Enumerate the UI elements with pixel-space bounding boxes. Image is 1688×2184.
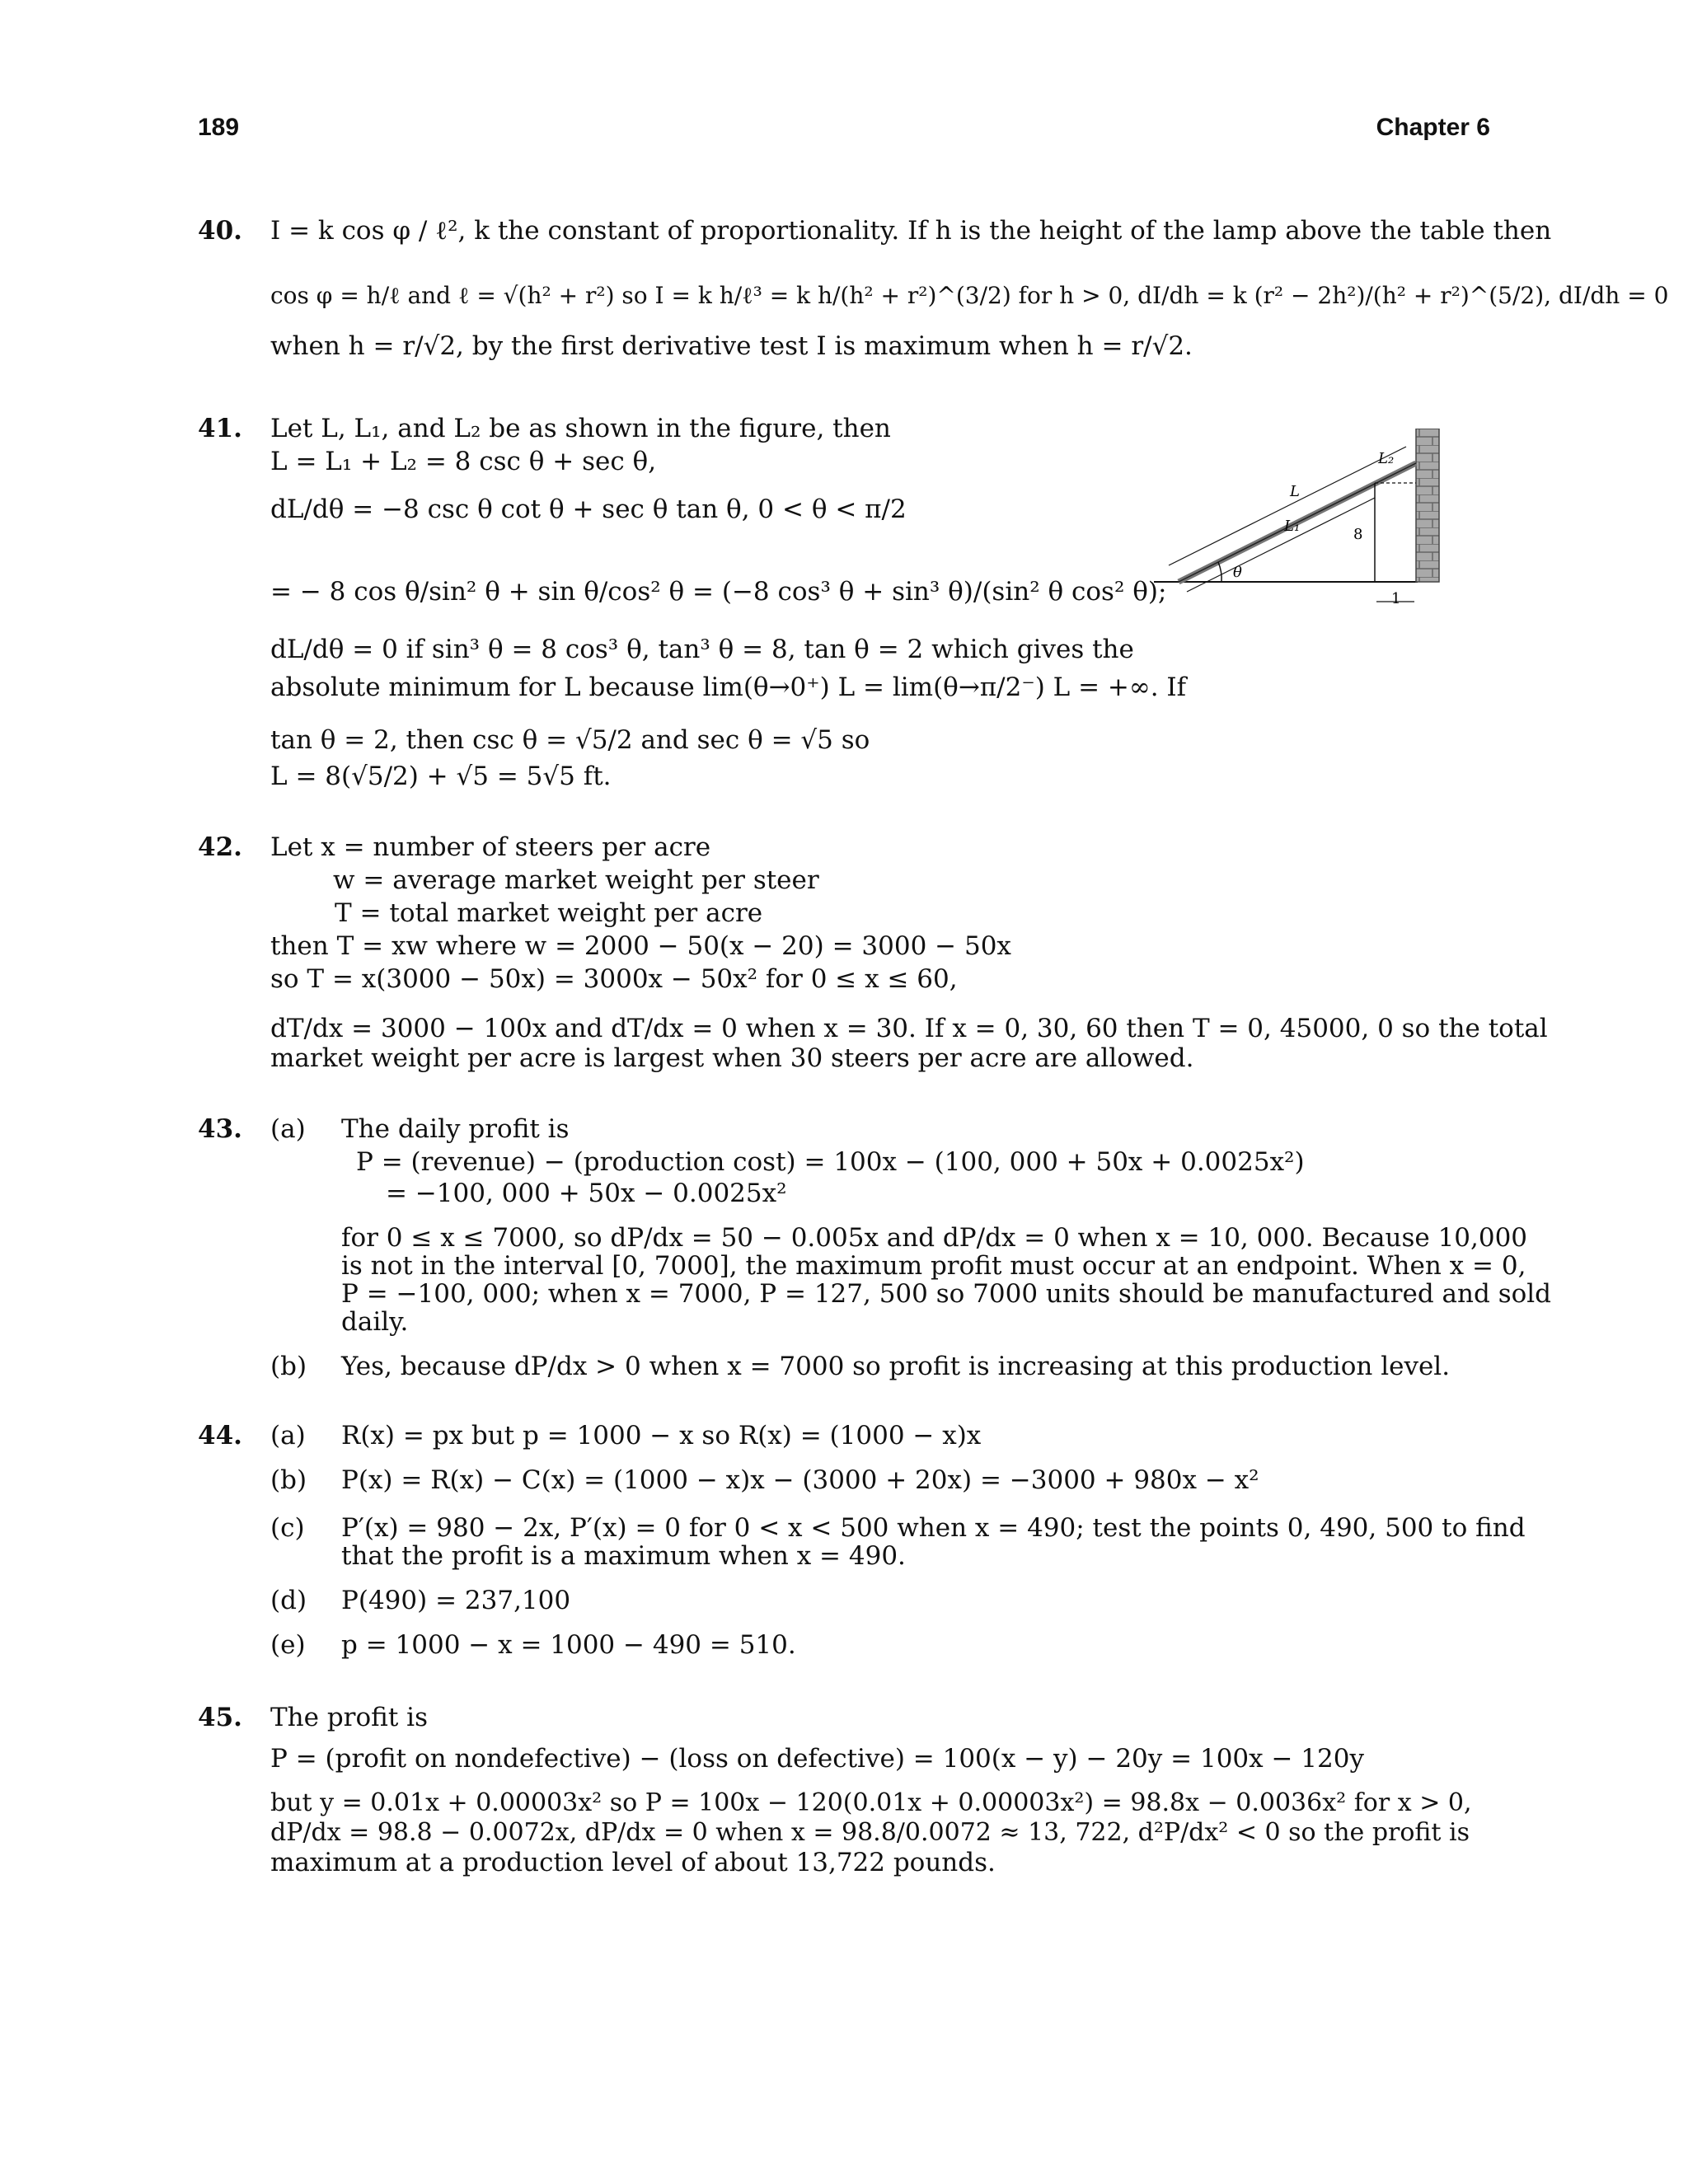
p43-line-4: for 0 ≤ x ≤ 7000, so dP/dx = 50 − 0.005x and dP/dx = 0 when x = 10, 000. Because 10,000 (341, 1223, 1528, 1253)
label-L: L (1290, 483, 1300, 500)
p44-label-c: (c) (270, 1513, 305, 1543)
label-1: 1 (1391, 590, 1401, 607)
p40-line-2: cos φ = h/ℓ and ℓ = √(h² + r²) so I = k h/ℓ³ = k h/(h² + r²)^(3/2) for h > 0, dI/dh = k (r² − 2h²)/(h² + r²)^(5/2), dI/dh = 0 (270, 282, 1669, 309)
p41-line-5: dL/dθ = 0 if sin³ θ = 8 cos³ θ, tan³ θ = 8, tan θ = 2 which gives the (270, 635, 1134, 664)
problem-44-number: 44. (198, 1421, 242, 1451)
p40-line-1: I = k cos φ / ℓ², k the constant of proportionality. If h is the height of the lamp above the table then (270, 216, 1552, 246)
L-dimension-line (1169, 447, 1406, 565)
p42-line-6: dT/dx = 3000 − 100x and dT/dx = 0 when x = 30. If x = 0, 30, 60 then T = 0, 45000, 0 so the total (270, 1014, 1548, 1043)
label-L1: L₁ (1284, 518, 1301, 535)
problem-45-number: 45. (198, 1703, 242, 1732)
p44-line-b: P(x) = R(x) − C(x) = (1000 − x)x − (3000 + 20x) = −3000 + 980x − x² (341, 1465, 1259, 1495)
p45-line-3: but y = 0.01x + 0.00003x² so P = 100x − 120(0.01x + 0.00003x²) = 98.8x − 0.0036x² for x > 0, (270, 1788, 1472, 1817)
p41-line-3: dL/dθ = −8 csc θ cot θ + sec θ tan θ, 0 < θ < π/2 (270, 494, 907, 524)
p41-line-2: L = L₁ + L₂ = 8 csc θ + sec θ, (270, 447, 657, 476)
problem-40-number: 40. (198, 216, 242, 246)
p44-label-d: (d) (270, 1586, 307, 1615)
p42-line-4: then T = xw where w = 2000 − 50(x − 20) = 3000 − 50x (270, 931, 1011, 961)
p44-label-b: (b) (270, 1465, 307, 1495)
p41-line-1: Let L, L₁, and L₂ be as shown in the figure, then (270, 414, 891, 443)
ladder-wall-figure (1154, 429, 1467, 618)
page-number: 189 (198, 114, 240, 141)
p42-line-1: Let x = number of steers per acre (270, 832, 711, 862)
problem-43-number: 43. (198, 1114, 242, 1144)
p42-line-2: w = average market weight per steer (333, 865, 819, 895)
p44-label-e: (e) (270, 1630, 306, 1660)
p44-label-a: (a) (270, 1421, 306, 1451)
p45-line-4: dP/dx = 98.8 − 0.0072x, dP/dx = 0 when x = 98.8/0.0072 ≈ 13, 722, d²P/dx² < 0 so the profit is (270, 1818, 1470, 1847)
p43-label-b: (b) (270, 1352, 307, 1381)
problem-41-number: 41. (198, 414, 242, 443)
p40-line-3: when h = r/√2, by the first derivative test I is maximum when h = r/√2. (270, 331, 1193, 361)
p45-line-5: maximum at a production level of about 13,722 pounds. (270, 1848, 996, 1877)
L1-dimension-line (1187, 498, 1375, 592)
p43-label-a: (a) (270, 1114, 306, 1144)
p42-line-3: T = total market weight per acre (335, 898, 763, 928)
chapter-title: Chapter 6 (1376, 114, 1490, 141)
p44-line-e: p = 1000 − x = 1000 − 490 = 510. (341, 1630, 796, 1660)
p45-line-1: The profit is (270, 1703, 428, 1732)
label-theta: θ (1233, 564, 1242, 581)
p41-line-6: absolute minimum for L because lim(θ→0⁺) L = lim(θ→π/2⁻) L = +∞. If (270, 673, 1187, 702)
p43-line-1: The daily profit is (341, 1114, 570, 1144)
p44-line-c2: that the profit is a maximum when x = 490. (341, 1541, 906, 1571)
brick-wall (1416, 429, 1439, 582)
p42-line-7: market weight per acre is largest when 30 steers per acre are allowed. (270, 1043, 1194, 1073)
p44-line-d: P(490) = 237,100 (341, 1586, 571, 1615)
theta-arc (1218, 562, 1221, 582)
p43-line-3: = −100, 000 + 50x − 0.0025x² (386, 1179, 787, 1208)
p45-line-2: P = (profit on nondefective) − (loss on defective) = 100(x − y) − 20y = 100x − 120y (270, 1744, 1364, 1774)
p43-line-6: P = −100, 000; when x = 7000, P = 127, 500 so 7000 units should be manufactured and sold (341, 1279, 1552, 1309)
p42-line-5: so T = x(3000 − 50x) = 3000x − 50x² for 0 ≤ x ≤ 60, (270, 964, 958, 994)
p43-line-8: Yes, because dP/dx > 0 when x = 7000 so profit is increasing at this production level. (341, 1352, 1451, 1381)
p44-line-c1: P′(x) = 980 − 2x, P′(x) = 0 for 0 < x < 500 when x = 490; test the points 0, 490, 500 to find (341, 1513, 1526, 1543)
p43-line-7: daily. (341, 1307, 409, 1337)
problem-42-number: 42. (198, 832, 242, 862)
label-8: 8 (1353, 526, 1363, 543)
p41-line-7: tan θ = 2, then csc θ = √5/2 and sec θ = √5 so (270, 725, 870, 755)
p43-line-5: is not in the interval [0, 7000], the maximum profit must occur at an endpoint. When x = 0, (341, 1251, 1526, 1281)
p41-line-4: = − 8 cos θ/sin² θ + sin θ/cos² θ = (−8 cos³ θ + sin³ θ)/(sin² θ cos² θ); (270, 577, 1167, 607)
p43-line-2: P = (revenue) − (production cost) = 100x − (100, 000 + 50x + 0.0025x²) (356, 1147, 1305, 1177)
p44-line-a: R(x) = px but p = 1000 − x so R(x) = (1000 − x)x (341, 1421, 982, 1451)
p41-line-8: L = 8(√5/2) + √5 = 5√5 ft. (270, 762, 612, 791)
label-L2: L₂ (1378, 450, 1395, 467)
